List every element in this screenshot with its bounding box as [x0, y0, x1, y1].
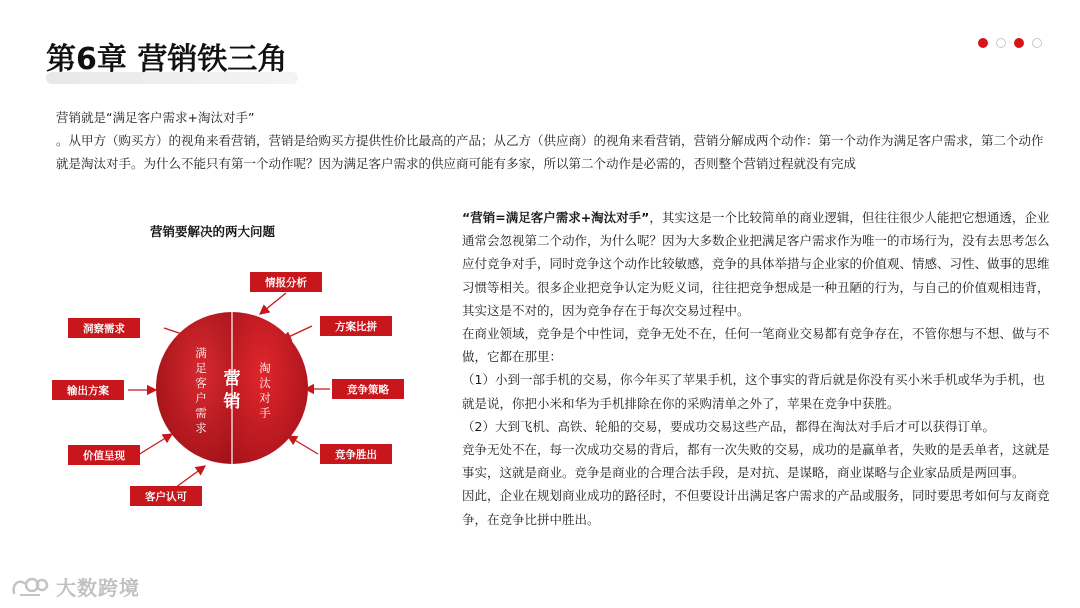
indicator-dot — [996, 38, 1006, 48]
body-text — [462, 206, 1056, 531]
right-half-char: 淘 — [259, 361, 271, 375]
left-half-char: 足 — [195, 361, 207, 375]
left-half-char: 客 — [195, 376, 207, 390]
logo-icon — [10, 575, 50, 599]
indicator-dot — [1032, 38, 1042, 48]
paragraph-4: （2）大到飞机、高铁、轮船的交易，要成功交易这些产品，都得在淘汰对手后才可以获得订单。 — [462, 418, 995, 434]
box-value-presentation-label: 价值呈现 — [83, 450, 125, 462]
indicator-dot — [978, 38, 988, 48]
connector-line — [288, 436, 318, 454]
paragraph-3: （1）小到一部手机的交易，你今年买了苹果手机，这个事实的背后就是你没有买小米手机或华为手机，也就是说，你把小米和华为手机排除在你的采购清单之外了，苹果在竞争中获胜。 — [462, 372, 1045, 411]
connector-line — [138, 434, 172, 455]
paragraph-6: 因此，企业在规划商业成功的路径时，不但要设计出满足客户需求的产品或服务，同时要思考如何与友商竞争，在竞争比拼中胜出。 — [462, 488, 1050, 527]
intro-line-2: 。从甲方（购买方）的视角来看营销，营销是给购买方提供性价比最高的产品；从乙方（供应商）的视角来看营销，营销分解成两个动作：第一个动作为满足客户需求，第二个动作就是淘汰对手。为什么不能只有第一个动作呢？因为满足客户需求的供应商可能有多家，所以第二个动作是必需的，否则整个营销过程就没有完成 — [56, 133, 1044, 171]
slide-indicator — [978, 38, 1042, 48]
box-competitive-strategy-label: 竞争策略 — [347, 384, 389, 396]
intro-line-1: 营销就是“满足客户需求+淘汰对手” — [56, 110, 255, 125]
box-intelligence-analysis-label: 情报分析 — [265, 277, 307, 289]
diagram-title: 营销要解决的两大问题 — [150, 224, 276, 239]
paragraph-2: 在商业领域，竞争是个中性词，竞争无处不在，任何一笔商业交易都有竞争存在，不管你想与不想、做与不做，它都在那里： — [462, 326, 1050, 365]
left-half-char: 户 — [195, 391, 207, 405]
center-label-char-2: 销 — [223, 392, 241, 412]
left-half-char: 满 — [195, 346, 207, 360]
paragraph-1 — [462, 206, 1056, 322]
box-competition-win-label: 竞争胜出 — [335, 449, 377, 461]
center-label-char-1: 营 — [223, 369, 241, 389]
logo-text: 大数跨境 — [56, 576, 140, 600]
right-half-char: 手 — [259, 406, 271, 420]
box-insight-needs-label: 洞察需求 — [83, 323, 125, 335]
left-half-char: 需 — [195, 406, 207, 420]
paragraph-1-rest: ，其实这是一个比较简单的商业逻辑，但往往很少人能把它想通透，企业通常会忽视第二个动作，为什么呢？因为大多数企业把满足客户需求作为唯一的市场行为，没有去思考怎么应付竞争对手，同时竞争这个动作比较敏感，竞争的具体举措与企业家的价值观、情感、习性、做事的思维习惯等相关。很多企业把竞争认定为贬义词，往往把竞争想成是一种丑陋的行为，与自己的价值观相违背，其实这是不对的，因为竞争存在于每次交易过程中。 — [462, 210, 1050, 318]
indicator-dot — [1014, 38, 1024, 48]
footer-logo — [10, 572, 140, 601]
right-half-char: 汰 — [259, 376, 271, 390]
right-half-char: 对 — [259, 391, 271, 405]
box-output-solution-label: 输出方案 — [67, 385, 109, 397]
page-title: 第6章 营销铁三角 — [46, 42, 288, 77]
box-solution-comparison-label: 方案比拼 — [335, 321, 377, 333]
paragraph-1-bold: “营销=满足客户需求+淘汰对手” — [462, 210, 650, 225]
left-half-char: 求 — [195, 421, 207, 435]
paragraph-5: 竞争无处不在，每一次成功交易的背后，都有一次失败的交易，成功的是赢单者，失败的是丢单者，这就是事实，这就是商业。竞争是商业的合理合法手段，是对抗、是谋略，商业谋略与企业家品质是两回事。 — [462, 442, 1050, 481]
box-customer-approval-label: 客户认可 — [145, 491, 187, 503]
connector-line — [260, 293, 286, 314]
marketing-diagram — [0, 0, 460, 608]
